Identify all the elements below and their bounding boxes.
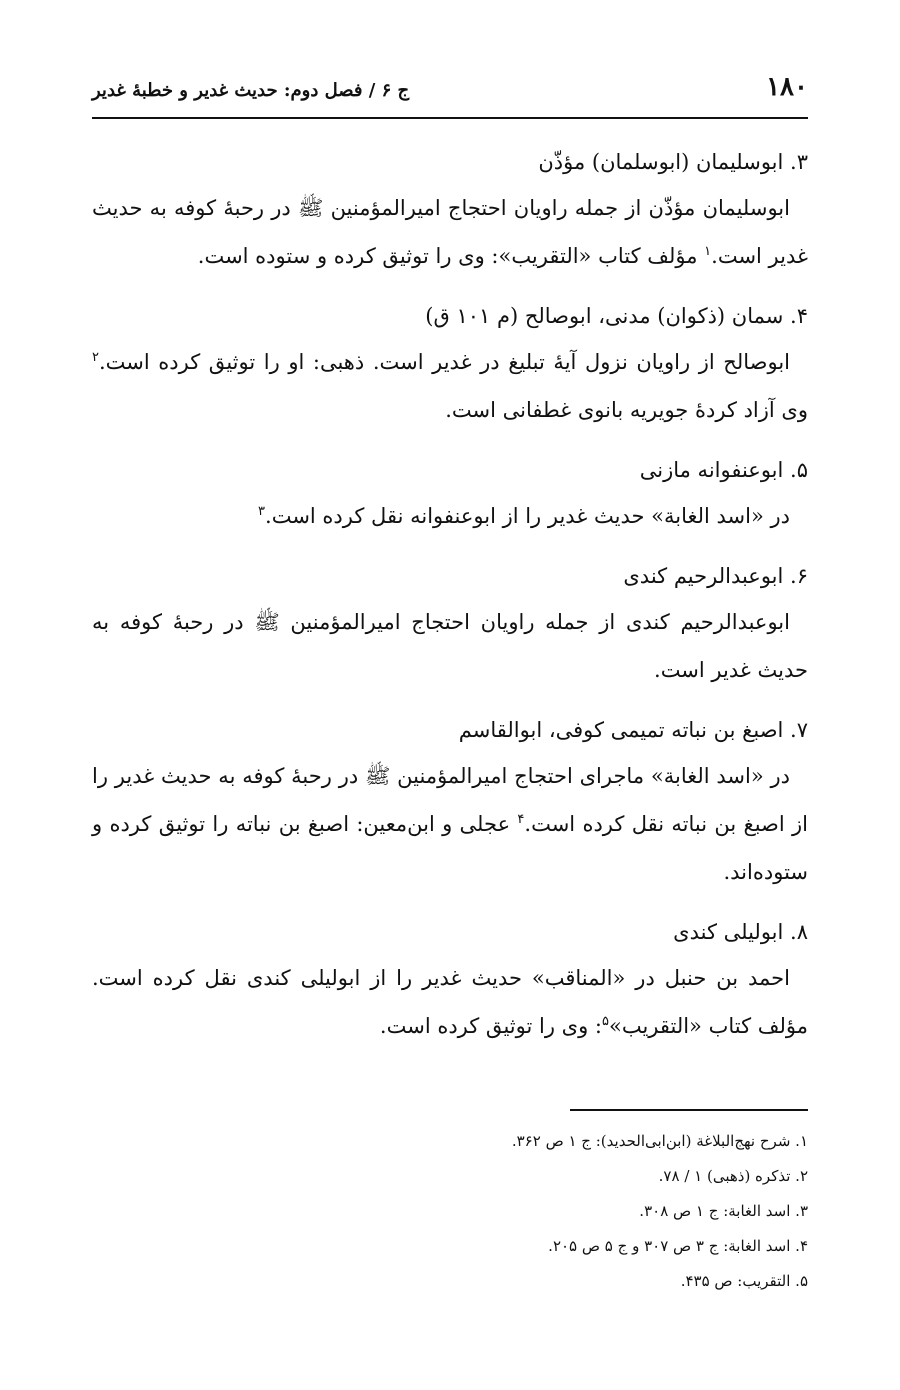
entry-paragraph xyxy=(92,752,808,896)
running-header: ج ۶ / فصل دوم: حدیث غدیر و خطبهٔ غدیر xyxy=(92,80,410,101)
entry-heading: ۴. سمان (ذکوان) مدنی، ابوصالح (م ۱۰۱ ق) xyxy=(425,304,808,328)
entry-text: ابوسلیمان مؤذّن از جمله راویان احتجاج امیرالمؤمنین ﷺ در رحبهٔ کوفه به حدیث غدیر است. xyxy=(92,196,808,268)
footnote-item: ۵. التقریب: ص ۴۳۵. xyxy=(680,1272,808,1290)
footnote-item: ۲. تذکره (ذهبی) ۱ / ۷۸. xyxy=(658,1167,808,1185)
narrator-entry xyxy=(92,910,808,1050)
footnote-ref[interactable]: ۳ xyxy=(258,504,266,519)
entry-heading: ۶. ابوعبدالرحیم کندی xyxy=(623,564,808,588)
header-divider xyxy=(92,117,808,119)
entry-text: در «اسد الغابة» حدیث غدیر را از ابوعنفوانه نقل کرده است. xyxy=(265,504,790,528)
footnote-ref[interactable]: ۵ xyxy=(601,1014,609,1029)
footnote-ref[interactable]: ۲ xyxy=(92,350,99,365)
entry-heading: ۵. ابوعنفوانه مازنی xyxy=(639,458,808,482)
entry-text-continued: وی آزاد کردهٔ جویریه بانوی غطفانی است. xyxy=(445,398,808,422)
entry-paragraph xyxy=(92,184,808,280)
entry-text: در «اسد الغابة» ماجرای احتجاج امیرالمؤمنین ﷺ در رحبهٔ کوفه به حدیث غدیر را از اصبغ بن نباته نقل کرده است. xyxy=(92,764,809,836)
entry-paragraph xyxy=(92,954,808,1050)
footnotes-list xyxy=(308,1124,808,1299)
narrator-entry xyxy=(92,294,808,434)
entry-text-continued: مؤلف کتاب «التقریب»: وی را توثیق کرده و ستوده است. xyxy=(197,244,705,268)
footnote-item: ۳. اسد الغابة: ج ۱ ص ۳۰۸. xyxy=(639,1202,808,1220)
entry-heading: ۳. ابوسلیمان (ابوسلمان) مؤذّن xyxy=(538,150,808,174)
entry-paragraph xyxy=(92,338,808,434)
footnote-item: ۴. اسد الغابة: ج ۳ ص ۳۰۷ و ج ۵ ص ۲۰۵. xyxy=(548,1237,808,1255)
narrator-entry xyxy=(92,448,808,540)
entry-text-continued: : وی را توثیق کرده است. xyxy=(379,1014,602,1038)
narrator-entry xyxy=(92,554,808,694)
page-number: ۱۸۰ xyxy=(766,72,808,102)
footnote-ref[interactable]: ۱ xyxy=(704,244,712,259)
entry-text: ابوصالح از راویان نزول آیهٔ تبلیغ در غدیر است. ذهبی: او را توثیق کرده است. xyxy=(98,350,790,374)
entry-heading: ۷. اصبغ بن نباته تمیمی کوفی، ابوالقاسم xyxy=(458,718,808,742)
footnote-item: ۱. شرح نهج‌البلاغة (ابن‌ابی‌الحدید): ج ۱ ص ۳۶۲. xyxy=(511,1132,808,1150)
entry-text: احمد بن حنبل در «المناقب» حدیث غدیر را از ابولیلی کندی نقل کرده است. مؤلف کتاب «التقریب» xyxy=(92,966,808,1038)
footnote-ref[interactable]: ۴ xyxy=(517,812,525,827)
entry-paragraph xyxy=(92,598,808,694)
entry-text: ابوعبدالرحیم کندی از جمله راویان احتجاج امیرالمؤمنین ﷺ در رحبهٔ کوفه به حدیث غدیر است. xyxy=(92,610,808,682)
main-text xyxy=(92,140,808,1064)
entry-text-continued: عجلی و ابن‌معین: اصبغ بن نباته را توثیق کرده و ستوده‌اند. xyxy=(92,812,808,884)
footnote-divider xyxy=(570,1109,808,1111)
entry-heading: ۸. ابولیلی کندی xyxy=(673,920,808,944)
narrator-entry xyxy=(92,140,808,280)
entry-paragraph xyxy=(92,492,808,540)
narrator-entry xyxy=(92,708,808,896)
